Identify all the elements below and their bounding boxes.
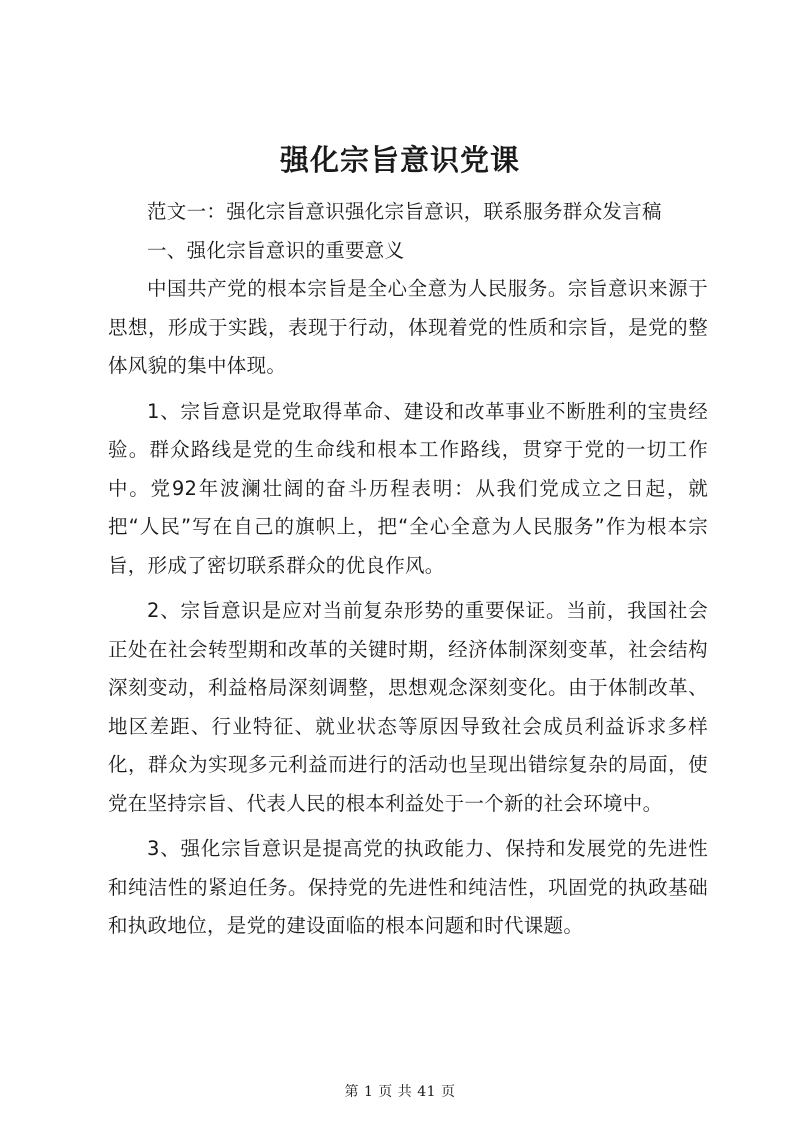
paragraph-4: 3、强化宗旨意识是提高党的执政能力、保持和发展党的先进性和纯洁性的紧迫任务。保持党的先进性和纯洁性，巩固党的执政基础和执政地位，是党的建设面临的根本问题和时代课题。 [108,837,708,937]
document-body [108,193,708,946]
paragraph-heading: 一、强化宗旨意识的重要意义 [147,238,405,262]
paragraph-intro: 范文一：强化宗旨意识强化宗旨意识，联系服务群众发言稿 [147,200,662,223]
paragraph-3: 2、宗旨意识是应对当前复杂形势的重要保证。当前，我国社会正处在社会转型期和改革的关键时期，经济体制深刻变革，社会结构深刻变动，利益格局深刻调整，思想观念深刻变化。由于体制改革、地区差距、行业特征、就业状态等原因导致社会成员利益诉求多样化，群众为实现多元利益而进行的活动也呈现出错综复杂的局面，使党在坚持宗旨、代表人民的根本利益处于一个新的社会环境中。 [108,599,708,815]
page-footer: 第 1 页 共 41 页 [344,1084,456,1100]
paragraph-2: 1、宗旨意识是党取得革命、建设和改革事业不断胜利的宝贵经验。群众路线是党的生命线和根本工作路线，贯穿于党的一切工作中。党92年波澜壮阔的奋斗历程表明：从我们党成立之日起，就把“人民”写在自己的旗帜上，把“全心全意为人民服务”作为根本宗旨，形成了密切联系群众的优良作风。 [108,399,708,577]
document-title: 强化宗旨意识党课 [279,143,520,177]
paragraph-1: 中国共产党的根本宗旨是全心全意为人民服务。宗旨意识来源于思想，形成于实践，表现于行动，体现着党的性质和宗旨，是党的整体风貌的集中体现。 [108,277,708,377]
